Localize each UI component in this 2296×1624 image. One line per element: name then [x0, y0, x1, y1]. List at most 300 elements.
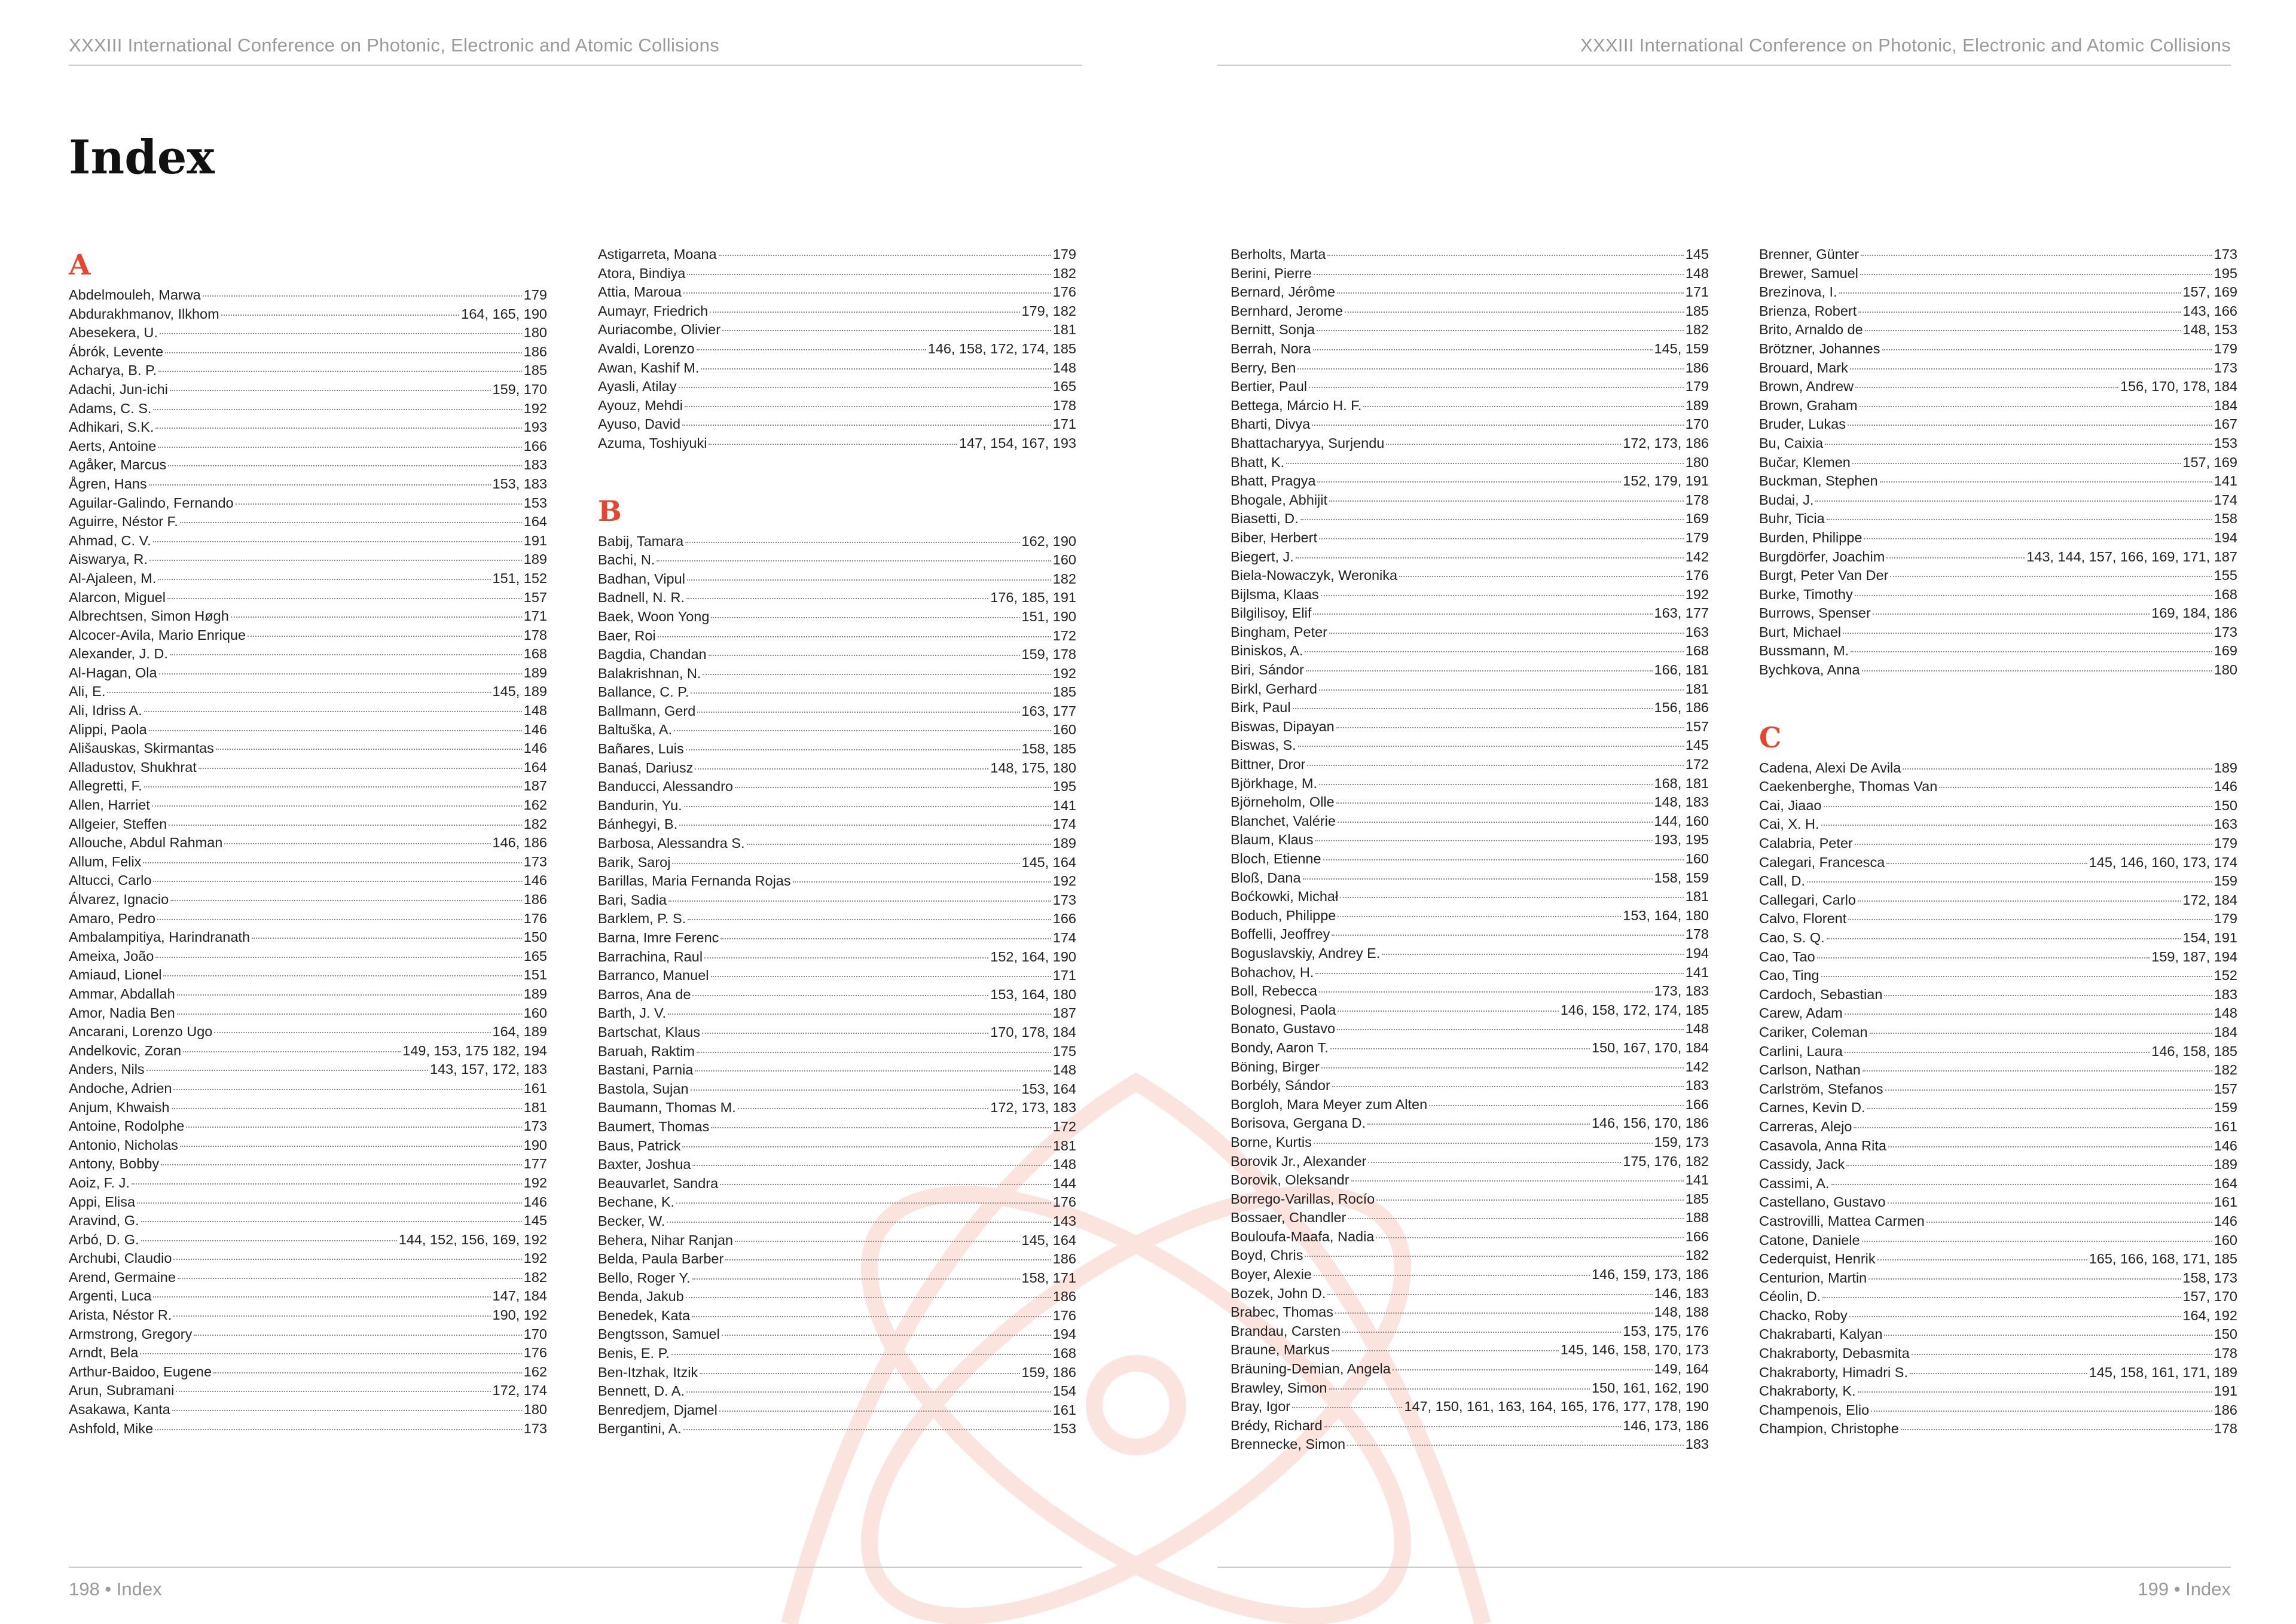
- index-entry: [1759, 777, 2237, 796]
- dot-leader: [1884, 995, 2212, 996]
- index-entry-name: Bagdia, Chandan: [598, 646, 707, 663]
- index-entry: [598, 796, 1076, 816]
- index-entry-pages: 156, 170, 178, 184: [2120, 378, 2237, 395]
- index-entry-name: Bloch, Etienne: [1231, 851, 1321, 866]
- index-entry: [1759, 359, 2237, 378]
- dot-leader: [1864, 538, 2212, 539]
- index-entry-name: Bozek, John D.: [1231, 1285, 1326, 1301]
- index-entry-pages: 153: [523, 494, 547, 511]
- index-entry-pages: 178: [523, 627, 547, 643]
- dot-leader: [697, 1052, 1051, 1053]
- index-entry-pages: 187: [523, 778, 547, 794]
- dot-leader: [704, 957, 988, 958]
- index-entry-name: Alladustov, Shukhrat: [69, 759, 197, 775]
- index-entry: [1231, 1303, 1709, 1322]
- index-entry-pages: 145, 159: [1654, 340, 1709, 356]
- index-entry: [69, 607, 547, 626]
- dot-leader: [1336, 727, 1684, 728]
- index-entry-name: Bertier, Paul: [1231, 378, 1308, 395]
- dot-leader: [668, 900, 1051, 902]
- dot-leader: [1852, 463, 2181, 464]
- index-entry-name: Biasetti, D.: [1231, 511, 1299, 527]
- index-entry: [1231, 1019, 1709, 1039]
- index-entry: [1759, 491, 2237, 510]
- index-entry-name: Al-Hagan, Ola: [69, 664, 157, 680]
- index-entry-name: Calegari, Francesca: [1759, 854, 1885, 870]
- dot-leader: [1860, 274, 2212, 275]
- dot-leader: [711, 1127, 1051, 1128]
- index-entry-name: Bingham, Peter: [1231, 624, 1327, 640]
- index-entry-name: Aguirre, Néstor F.: [69, 514, 178, 530]
- index-entry: [1759, 1287, 2237, 1306]
- index-entry-pages: 190, 192: [492, 1307, 547, 1323]
- index-entry: [1231, 906, 1709, 926]
- dot-leader: [1335, 1312, 1653, 1314]
- index-entry-name: Banaś, Dariusz: [598, 759, 694, 776]
- index-entry: [69, 1079, 547, 1098]
- index-entry: [598, 1137, 1076, 1156]
- index-entry-pages: 152, 164, 190: [990, 948, 1076, 964]
- index-entry-pages: 188: [1685, 1210, 1709, 1226]
- index-entry: [69, 777, 547, 796]
- index-entry-name: Altucci, Carlo: [69, 872, 152, 889]
- index-entry-name: Cardoch, Sebastian: [1759, 986, 1883, 1002]
- index-entry-name: Burgdörfer, Joachim: [1759, 548, 1885, 564]
- index-entry: [1759, 1118, 2237, 1137]
- index-entry: [1759, 1193, 2237, 1212]
- index-entry-pages: 172: [1685, 756, 1709, 773]
- index-entry-name: Birk, Paul: [1231, 700, 1291, 716]
- index-entry-name: Centurion, Martin: [1759, 1269, 1867, 1286]
- dot-leader: [695, 768, 988, 770]
- dot-leader: [203, 295, 522, 297]
- index-entry-name: Caekenberghe, Thomas Van: [1759, 779, 1938, 795]
- index-entry: [598, 853, 1076, 872]
- index-entry: [598, 588, 1076, 608]
- index-entry: [1759, 415, 2237, 434]
- dot-leader: [686, 1391, 1051, 1393]
- index-entry: [1231, 831, 1709, 850]
- index-entry-name: Biela-Nowaczyk, Weronika: [1231, 567, 1398, 584]
- index-entry-pages: 157, 170: [2182, 1289, 2237, 1305]
- dot-leader: [1822, 1297, 2181, 1298]
- index-entry: [1759, 1004, 2237, 1023]
- dot-leader: [153, 881, 521, 882]
- index-entry-pages: 176: [523, 1345, 547, 1361]
- index-entry-pages: 178: [2213, 1421, 2237, 1437]
- index-entry-pages: 182: [1685, 1247, 1709, 1263]
- index-entry: [598, 740, 1076, 759]
- dot-leader: [1865, 330, 2181, 331]
- dot-leader: [155, 428, 521, 429]
- index-entry: [598, 340, 1076, 359]
- index-entry: [69, 494, 547, 513]
- index-entry-pages: 175: [1052, 1043, 1076, 1059]
- index-entry: [598, 645, 1076, 664]
- index-entry-name: Alippi, Paola: [69, 721, 147, 737]
- index-entry-pages: 183: [1685, 1436, 1709, 1452]
- index-entry-name: Blanchet, Valérie: [1231, 813, 1336, 829]
- dot-leader: [1885, 1089, 2212, 1091]
- index-entry: [1231, 680, 1709, 699]
- index-entry-name: Bastani, Parnia: [598, 1062, 694, 1078]
- index-entry-name: Barbosa, Alessandra S.: [598, 835, 745, 851]
- index-entry: [69, 305, 547, 324]
- index-entry-name: Chakraborty, K.: [1759, 1383, 1856, 1399]
- dot-leader: [158, 447, 521, 448]
- index-entry-pages: 148: [1052, 1062, 1076, 1078]
- dot-leader: [172, 1410, 522, 1411]
- dot-leader: [738, 1108, 988, 1109]
- index-entry-pages: 160: [523, 1005, 547, 1021]
- dot-leader: [667, 1222, 1051, 1223]
- index-entry-name: Borgloh, Mara Meyer zum Alten: [1231, 1096, 1428, 1112]
- dot-leader: [1305, 1256, 1683, 1257]
- index-entry: [598, 264, 1076, 283]
- index-entry-pages: 179: [2213, 911, 2237, 927]
- index-entry: [1231, 1039, 1709, 1058]
- index-entry-name: Baruah, Raktim: [598, 1043, 695, 1059]
- dot-leader: [252, 938, 522, 939]
- index-entry-name: Auriacombe, Olivier: [598, 322, 721, 338]
- index-entry-pages: 146, 186: [492, 835, 547, 851]
- index-entry-pages: 165: [1052, 378, 1076, 395]
- index-entry-name: Céolin, D.: [1759, 1289, 1821, 1305]
- index-entry-pages: 180: [523, 1402, 547, 1418]
- index-entry: [598, 283, 1076, 302]
- dot-leader: [173, 1259, 521, 1260]
- index-entry: [1759, 245, 2237, 264]
- index-entry: [598, 245, 1076, 264]
- index-entry: [1231, 434, 1709, 453]
- index-entry-pages: 148: [1685, 265, 1709, 281]
- index-entry: [1759, 642, 2237, 661]
- dot-leader: [686, 749, 1020, 750]
- index-entry-name: Bilgilisoy, Elif: [1231, 605, 1312, 621]
- index-entry-name: Brienza, Robert: [1759, 303, 1857, 319]
- index-entry: [1231, 850, 1709, 869]
- dot-leader: [735, 787, 1051, 788]
- index-entry-pages: 145, 158, 161, 171, 189: [2089, 1364, 2237, 1380]
- index-entry-pages: 146, 156, 170, 186: [1591, 1115, 1709, 1131]
- dot-leader: [691, 692, 1051, 694]
- index-entry-pages: 195: [1052, 779, 1076, 795]
- index-entry-name: Bolognesi, Paola: [1231, 1002, 1336, 1018]
- index-entry-name: Ayouz, Mehdi: [598, 397, 683, 413]
- index-entry-name: Becker, W.: [598, 1213, 665, 1229]
- index-entry: [1759, 396, 2237, 416]
- index-entry-name: Boyer, Alexie: [1231, 1266, 1312, 1283]
- dot-leader: [711, 617, 1019, 618]
- dot-leader: [685, 406, 1051, 407]
- dot-leader: [155, 1429, 522, 1430]
- index-entry: [1759, 909, 2237, 929]
- index-entry-pages: 182: [1685, 322, 1709, 338]
- index-entry: [69, 645, 547, 664]
- index-entry-pages: 182: [1052, 570, 1076, 587]
- index-entry: [69, 1381, 547, 1400]
- dot-leader: [141, 1221, 522, 1222]
- index-entry-pages: 192: [523, 1174, 547, 1190]
- dot-leader: [146, 1070, 428, 1071]
- index-entry-name: Bello, Roger Y.: [598, 1269, 691, 1286]
- index-entry: [69, 1193, 547, 1212]
- index-entry-name: Champion, Christophe: [1759, 1421, 1899, 1437]
- index-entry-name: Arbó, D. G.: [69, 1231, 139, 1247]
- index-entry: [1231, 736, 1709, 755]
- index-entry-name: Albrechtsen, Simon Høgh: [69, 608, 229, 624]
- index-entry: [69, 361, 547, 380]
- index-entry: [1231, 359, 1709, 378]
- index-entry: [69, 947, 547, 966]
- index-entry: [1759, 623, 2237, 642]
- index-entry-pages: 164, 189: [492, 1024, 547, 1040]
- index-entry-name: Chakraborty, Himadri S.: [1759, 1364, 1908, 1380]
- index-entry: [69, 1249, 547, 1268]
- dot-leader: [1877, 1259, 2087, 1260]
- index-entry-pages: 169: [1685, 511, 1709, 527]
- index-entry-name: Björkhage, M.: [1231, 775, 1317, 791]
- index-entry-name: Bechane, K.: [598, 1194, 675, 1210]
- index-entry-pages: 179, 182: [1021, 303, 1076, 319]
- index-entry-name: Álvarez, Ignacio: [69, 892, 169, 907]
- index-entry-name: Cai, Jiaao: [1759, 797, 1822, 813]
- dot-leader: [216, 749, 522, 750]
- dot-leader: [692, 1278, 1020, 1280]
- index-entry: [598, 608, 1076, 627]
- index-entry-pages: 178: [1052, 397, 1076, 413]
- index-entry: [598, 1382, 1076, 1401]
- index-entry: [1231, 529, 1709, 548]
- dot-leader: [1293, 708, 1653, 709]
- index-entry-name: Bachi, N.: [598, 552, 655, 568]
- dot-leader: [1827, 938, 2181, 939]
- index-entry: [1231, 1246, 1709, 1265]
- dot-leader: [1846, 1165, 2212, 1166]
- index-entry: [1759, 472, 2237, 491]
- dot-leader: [695, 1070, 1051, 1072]
- index-entry-name: Bittner, Dror: [1231, 756, 1306, 773]
- index-entry: [69, 286, 547, 305]
- index-entry: [598, 985, 1076, 1005]
- index-entry: [69, 380, 547, 399]
- index-entry-pages: 159: [2213, 1100, 2237, 1116]
- index-entry-pages: 145, 146, 158, 170, 173: [1560, 1342, 1709, 1358]
- index-entry-pages: 148, 153: [2182, 322, 2237, 338]
- index-entry: [1759, 872, 2237, 891]
- index-entry-pages: 171: [523, 608, 547, 624]
- index-entry: [69, 682, 547, 701]
- index-entry-pages: 153, 164, 180: [990, 986, 1076, 1002]
- index-entry-pages: 146: [523, 721, 547, 737]
- index-entry: [1231, 698, 1709, 718]
- index-entry-pages: 179: [1052, 246, 1076, 262]
- index-entry: [1231, 320, 1709, 340]
- index-entry: [598, 1155, 1076, 1174]
- index-entry-pages: 172, 173, 186: [1623, 435, 1709, 451]
- dot-leader: [186, 1127, 521, 1128]
- index-entry-pages: 153, 164: [1021, 1080, 1076, 1097]
- dot-leader: [1868, 1278, 2181, 1280]
- index-entry-pages: 152, 179, 191: [1623, 473, 1709, 489]
- index-entry: [1759, 891, 2237, 910]
- index-entry-pages: 145, 189: [492, 683, 547, 700]
- index-entry: [1231, 377, 1709, 396]
- index-entry: [598, 1363, 1076, 1382]
- index-entry: [1759, 604, 2237, 623]
- dot-leader: [165, 352, 522, 353]
- dot-leader: [676, 1202, 1051, 1204]
- index-entry: [1231, 509, 1709, 529]
- index-entry: [1231, 566, 1709, 585]
- index-entry-pages: 162: [523, 1363, 547, 1379]
- index-entry: [1231, 1341, 1709, 1360]
- dot-leader: [199, 768, 522, 769]
- dot-leader: [173, 1089, 521, 1090]
- index-entry-pages: 191: [523, 532, 547, 548]
- index-entry-pages: 185: [1052, 684, 1076, 700]
- index-entry-pages: 186: [523, 343, 547, 359]
- index-entry-pages: 145, 164: [1021, 854, 1076, 870]
- index-entry: [1231, 283, 1709, 302]
- index-entry-name: Bernitt, Sonja: [1231, 322, 1315, 338]
- index-entry: [598, 759, 1076, 778]
- dot-leader: [158, 371, 522, 372]
- index-entry: [1231, 1417, 1709, 1436]
- index-entry-name: Chakraborty, Debasmita: [1759, 1345, 1910, 1362]
- index-entry-name: Adams, C. S.: [69, 400, 152, 416]
- dot-leader: [1855, 595, 2212, 596]
- index-entry-pages: 166: [1052, 911, 1076, 927]
- dot-leader: [691, 1089, 1020, 1091]
- index-entry: [69, 512, 547, 532]
- index-entry: [69, 758, 547, 777]
- index-entry-pages: 150, 167, 170, 184: [1591, 1039, 1709, 1055]
- index-entry-name: Bernhard, Jerome: [1231, 303, 1344, 319]
- index-entry-pages: 145: [1685, 246, 1709, 262]
- index-entry-pages: 143, 166: [2182, 303, 2237, 319]
- dot-leader: [194, 1335, 521, 1336]
- index-entry: [69, 569, 547, 588]
- index-entry: [598, 872, 1076, 891]
- dot-leader: [160, 333, 522, 334]
- index-entry-name: Bharti, Divya: [1231, 416, 1311, 432]
- dot-leader: [687, 274, 1051, 275]
- index-entry-pages: 146, 158, 172, 174, 185: [1560, 1002, 1709, 1018]
- dot-leader: [1926, 1222, 2212, 1223]
- index-entry-pages: 185: [1685, 1190, 1709, 1207]
- index-entry-name: Cederquist, Henrik: [1759, 1251, 1876, 1267]
- index-entry: [598, 721, 1076, 740]
- index-entry: [1231, 755, 1709, 774]
- index-entry-pages: 145, 164: [1021, 1232, 1076, 1248]
- index-entry: [1231, 982, 1709, 1001]
- dot-leader: [213, 1372, 522, 1373]
- dot-leader: [692, 995, 988, 996]
- index-entry-name: Boyd, Chris: [1231, 1247, 1303, 1263]
- index-entry-name: Berry, Ben: [1231, 359, 1296, 376]
- index-entry-pages: 160: [1052, 552, 1076, 568]
- index-entry: [1231, 1114, 1709, 1133]
- index-entry-name: Bettega, Márcio H. F.: [1231, 397, 1362, 413]
- index-entry-pages: 160: [2213, 1232, 2237, 1248]
- dot-leader: [703, 674, 1051, 675]
- dot-leader: [149, 730, 522, 731]
- index-entry-name: Amaro, Pedro: [69, 910, 155, 926]
- index-entry-pages: 166: [1685, 1096, 1709, 1112]
- dot-leader: [682, 1146, 1051, 1147]
- index-entry-name: Borovik, Oleksandr: [1231, 1172, 1349, 1188]
- index-entry-pages: 189: [1052, 835, 1076, 851]
- index-entry-name: Bondy, Aaron T.: [1231, 1039, 1329, 1055]
- index-entry-name: Bennett, D. A.: [598, 1383, 685, 1399]
- dot-leader: [722, 330, 1051, 331]
- index-entry: [598, 891, 1076, 910]
- index-entry-name: Baumert, Thomas: [598, 1118, 710, 1134]
- index-entry-name: Carlini, Laura: [1759, 1043, 1843, 1059]
- index-entry: [1231, 1265, 1709, 1284]
- index-entry: [1759, 834, 2237, 853]
- index-entry: [69, 323, 547, 343]
- dot-leader: [1296, 557, 1684, 558]
- index-entry-name: Adhikari, S.K.: [69, 419, 154, 435]
- index-entry-name: Azuma, Toshiyuki: [598, 435, 707, 451]
- index-entry-name: Antonio, Nicholas: [69, 1137, 178, 1153]
- index-entry-name: Carlson, Nathan: [1759, 1062, 1861, 1078]
- dot-leader: [725, 1259, 1051, 1260]
- index-entry-pages: 160: [1052, 722, 1076, 738]
- index-entry-name: Banducci, Alessandro: [598, 779, 734, 795]
- index-entry-name: Anjum, Khwaish: [69, 1099, 170, 1115]
- index-entry-pages: 144, 152, 156, 169, 192: [398, 1231, 547, 1247]
- index-entry: [598, 1193, 1076, 1212]
- index-entry-pages: 172, 173, 183: [990, 1100, 1076, 1116]
- dot-leader: [231, 616, 522, 618]
- index-entry: [1759, 815, 2237, 834]
- index-entry: [69, 1287, 547, 1306]
- index-entry-name: Appi, Elisa: [69, 1193, 136, 1210]
- index-entry-pages: 166: [523, 438, 547, 454]
- dot-leader: [159, 673, 522, 674]
- index-entry-name: Böning, Birger: [1231, 1058, 1320, 1074]
- index-entry-name: Cadena, Alexi De Avila: [1759, 759, 1901, 776]
- index-entry: [69, 966, 547, 985]
- index-entry: [1231, 812, 1709, 831]
- index-entry-name: Avaldi, Lorenzo: [598, 340, 695, 356]
- dot-leader: [1399, 576, 1684, 577]
- dot-leader: [702, 1033, 988, 1034]
- index-entry-name: Abdelmouleh, Marwa: [69, 287, 201, 303]
- dot-leader: [132, 1183, 522, 1185]
- dot-leader: [1861, 255, 2212, 256]
- index-entry-pages: 153, 183: [492, 475, 547, 492]
- index-entry-pages: 159, 173: [1654, 1134, 1709, 1150]
- index-entry-name: Argenti, Luca: [69, 1288, 152, 1304]
- index-entry-pages: 147, 154, 167, 193: [958, 435, 1076, 451]
- index-entry-pages: 146, 158, 172, 174, 185: [927, 340, 1076, 356]
- index-entry: [69, 1098, 547, 1118]
- index-entry-name: Birkl, Gerhard: [1231, 680, 1317, 697]
- dot-leader: [167, 598, 522, 599]
- dot-leader: [1854, 1127, 2212, 1128]
- index-entry-name: Biber, Herbert: [1231, 529, 1317, 545]
- index-entry: [69, 550, 547, 569]
- index-entry-pages: 192: [1052, 665, 1076, 681]
- index-entry: [1759, 320, 2237, 340]
- dot-leader: [157, 919, 522, 920]
- index-entry: [69, 1211, 547, 1231]
- index-entry-pages: 189: [2213, 759, 2237, 776]
